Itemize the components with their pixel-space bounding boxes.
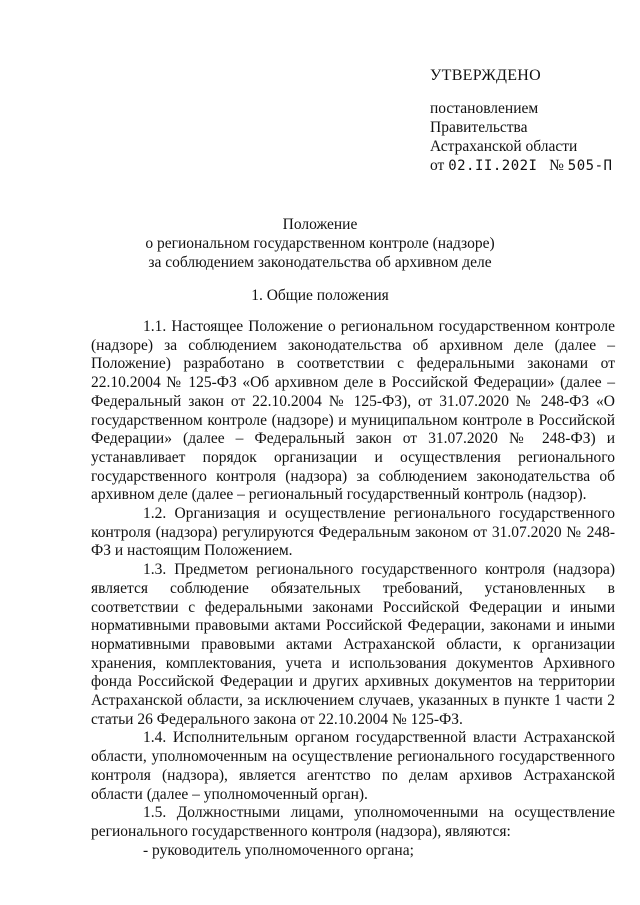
title-line-1: Положение	[282, 216, 358, 233]
section-heading: 1. Общие положения	[251, 287, 389, 304]
paragraph-1-3: 1.3. Предметом регионального государственного контроля (надзора) является соблюдение обязательных требований, установленных в соответствии с федеральными законами Российской Федерации и иными нормативными правовыми актами Российской Федерации, законами и иными нормативными правовыми актами Астраханской области, к организации хранения, комплектования, учета и использования документов Архивного фонда Российской Федерации и других архивных документов на территории Астраханской области, за исключением случаев, указанных в пункте 1 части 2 статьи 26 Федерального закона от 22.10.2004 № 125-ФЗ.	[91, 561, 615, 728]
approval-block	[430, 66, 612, 176]
title-line-2: о региональном государственном контроле (надзоре)	[145, 235, 495, 252]
document-title	[0, 215, 640, 272]
approval-line-1: постановлением	[430, 100, 539, 117]
document-body	[91, 318, 615, 860]
approval-line-2: Правительства	[430, 119, 528, 136]
title-line-3: за соблюдением законодательства об архивном деле	[148, 254, 492, 271]
list-item-head-of-agency: - руководитель уполномоченного органа;	[143, 841, 414, 859]
paragraph-1-2: 1.2. Организация и осуществление регионального государственного контроля (надзора) регулируются Федеральным законом от 31.07.2020 № 248-ФЗ и настоящим Положением.	[91, 505, 615, 560]
approval-date: 02.II.202I	[448, 158, 538, 174]
date-prefix: от	[430, 157, 445, 174]
approval-date-line	[430, 156, 612, 176]
paragraph-1-1: 1.1. Настоящее Положение о региональном государственном контроле (надзоре) за соблюдением законодательства об архивном деле (далее – Положение) разработано в соответствии с федеральными законами от 22.10.2004 № 125-ФЗ «Об архивном деле в Российской Федерации» (далее – Федеральный закон от 22.10.2004 № 125-ФЗ), от 31.07.2020 № 248-ФЗ «О государственном контроле (надзоре) и муниципальном контроле в Российской Федерации» (далее – Федеральный закон от 31.07.2020 № 248-ФЗ) и устанавливает порядок организации и осуществления регионального государственного контроля (надзора) за соблюдением законодательства об архивном деле (далее – региональный государственный контроль (надзор).	[91, 318, 615, 504]
approval-line-3: Астраханской области	[430, 138, 578, 155]
approval-heading: УТВЕРЖДЕНО	[430, 67, 542, 84]
number-prefix: №	[549, 157, 564, 174]
paragraph-1-5: 1.5. Должностными лицами, уполномоченными на осуществление регионального государственного контроля (надзора), являются:	[91, 804, 615, 840]
approval-number: 505-П	[567, 158, 613, 174]
paragraph-1-4: 1.4. Исполнительным органом государственной власти Астраханской области, уполномоченным на осуществление регионального государственного контроля (надзора), является агентство по делам архивов Астраханской области (далее – уполномоченный орган).	[91, 729, 615, 803]
